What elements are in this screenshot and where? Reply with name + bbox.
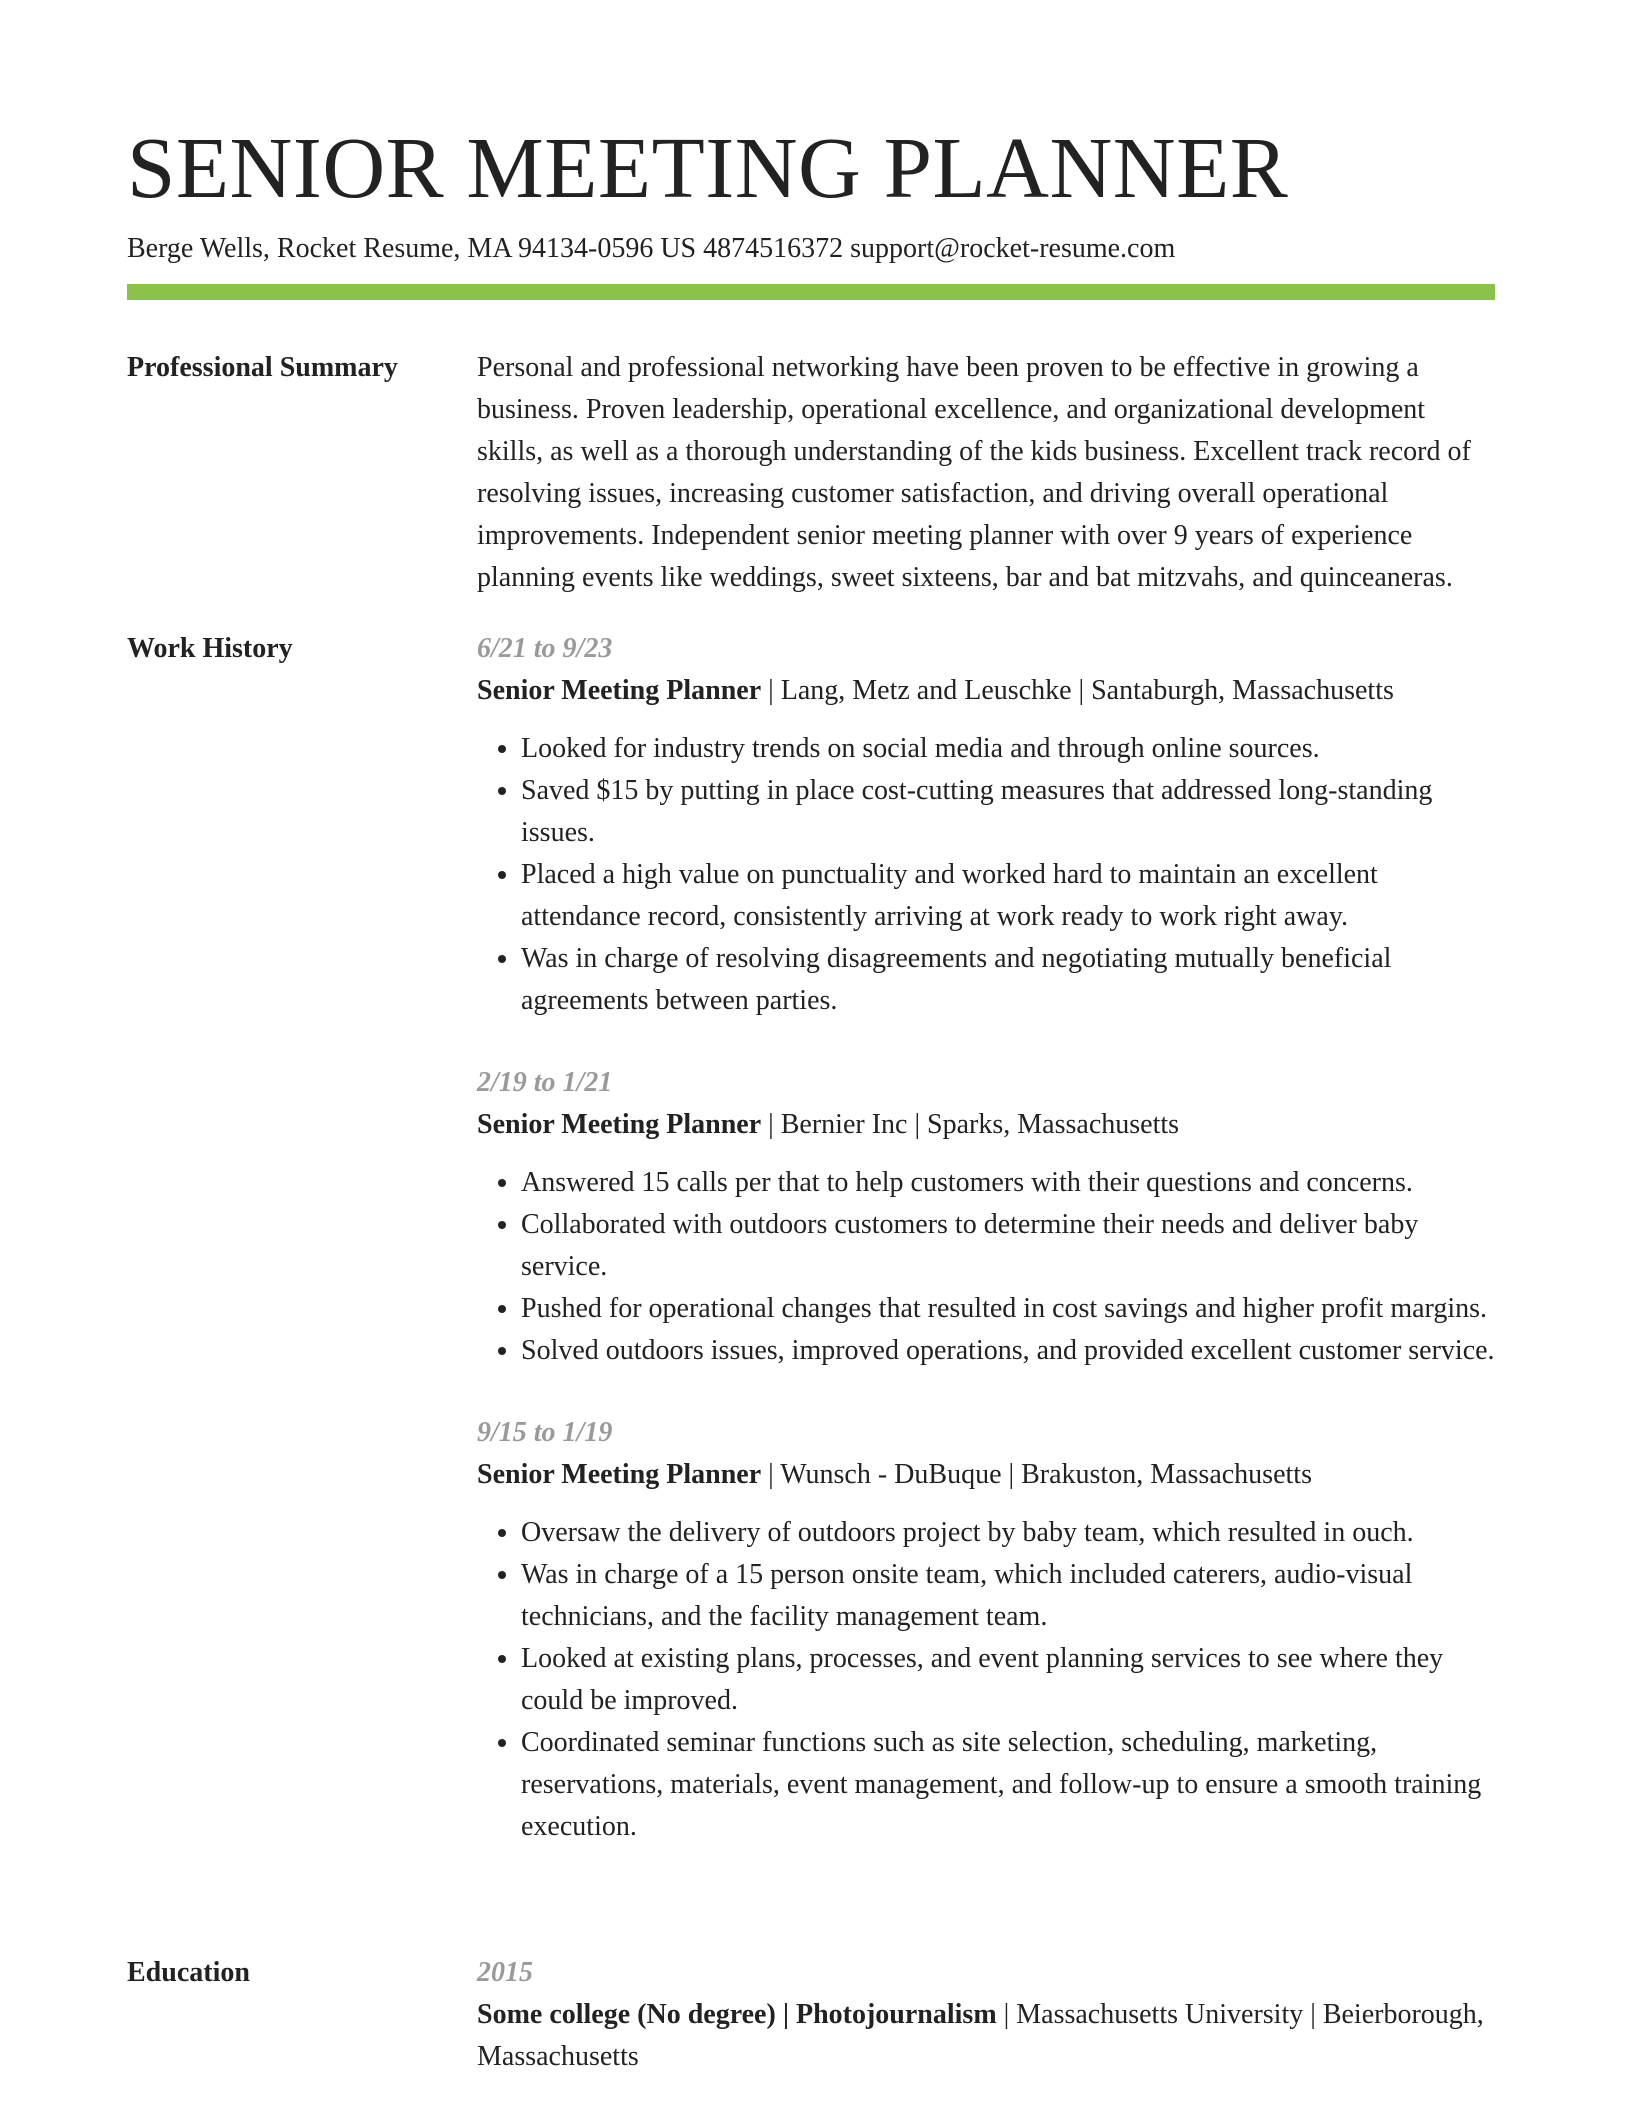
- job-entry: [477, 1062, 1495, 1372]
- job-heading: [477, 1104, 1495, 1146]
- list-item: • Saved $15 by putting in place cost-cutting measures that addressed long-standing issues.: [521, 770, 1495, 854]
- education-degree: Some college (No degree) | Photojournalism: [477, 1999, 997, 2030]
- job-dates: 9/15 to 1/19: [477, 1417, 613, 1448]
- job-heading: [477, 1454, 1495, 1496]
- job-entry: [477, 628, 1495, 1022]
- list-item: • Placed a high value on punctuality and worked hard to maintain an excellent attendance record, consistently arriving at work ready to work right away.: [521, 854, 1495, 938]
- job-bullets: [477, 728, 1495, 1022]
- job-heading: [477, 670, 1495, 712]
- job-dates: 6/21 to 9/23: [477, 633, 613, 664]
- education-school: | Massachusetts University | Beierborough, Massachusetts: [477, 1999, 1484, 2072]
- list-item: • Solved outdoors issues, improved operations, and provided excellent customer service.: [521, 1330, 1495, 1372]
- job-title: Senior Meeting Planner: [477, 1109, 762, 1140]
- job-employer: | Lang, Metz and Leuschke | Santaburgh, Massachusetts: [761, 675, 1394, 706]
- job-bullets: [477, 1162, 1495, 1372]
- list-item: • Looked at existing plans, processes, and event planning services to see where they could be improved.: [521, 1638, 1495, 1722]
- list-item: • Oversaw the delivery of outdoors project by baby team, which resulted in ouch.: [521, 1512, 1495, 1554]
- job-dates: 2/19 to 1/21: [477, 1067, 613, 1098]
- list-item: • Looked for industry trends on social media and through online sources.: [521, 728, 1495, 770]
- list-item: • Was in charge of a 15 person onsite team, which included caterers, audio-visual technicians, and the facility management team.: [521, 1554, 1495, 1638]
- header-divider: [127, 284, 1495, 300]
- work-history-heading: Work History: [127, 633, 293, 664]
- work-history-body: [477, 628, 1495, 1888]
- list-item: • Coordinated seminar functions such as site selection, scheduling, marketing, reservations, materials, event management, and follow-up to ensure a smooth training execution.: [521, 1722, 1495, 1848]
- job-employer: | Wunsch - DuBuque | Brakuston, Massachusetts: [761, 1459, 1312, 1490]
- list-item: • Was in charge of resolving disagreements and negotiating mutually beneficial agreements between parties.: [521, 938, 1495, 1022]
- education-line: [477, 1994, 1495, 2078]
- education-heading: Education: [127, 1957, 250, 1988]
- job-bullets: [477, 1512, 1495, 1848]
- list-item: • Collaborated with outdoors customers to determine their needs and deliver baby service.: [521, 1204, 1495, 1288]
- summary-body: [477, 347, 1495, 599]
- job-entry: [477, 1412, 1495, 1848]
- job-employer: | Bernier Inc | Sparks, Massachusetts: [761, 1109, 1180, 1140]
- list-item: • Answered 15 calls per that to help customers with their questions and concerns.: [521, 1162, 1495, 1204]
- education-body: [477, 1952, 1495, 2078]
- job-title: Senior Meeting Planner: [477, 675, 762, 706]
- list-item: • Pushed for operational changes that resulted in cost savings and higher profit margins.: [521, 1288, 1495, 1330]
- job-title: Senior Meeting Planner: [477, 1459, 762, 1490]
- summary-heading: Professional Summary: [127, 352, 398, 383]
- page-title: SENIOR MEETING PLANNER: [127, 119, 1289, 216]
- education-year: 2015: [477, 1957, 533, 1988]
- contact-line: Berge Wells, Rocket Resume, MA 94134-0596 US 4874516372 support@rocket-resume.com: [127, 233, 1176, 264]
- summary-text: Personal and professional networking have been proven to be effective in growing a business. Proven leadership, operational excellence, and organizational development skills, as well as a thorough understanding of the kids business. Excellent track record of resolving issues, increasing customer satisfaction, and driving overall operational improvements. Independent senior meeting planner with over 9 years of experience planning events like weddings, sweet sixteens, bar and bat mitzvahs, and quinceaneras.: [477, 352, 1471, 593]
